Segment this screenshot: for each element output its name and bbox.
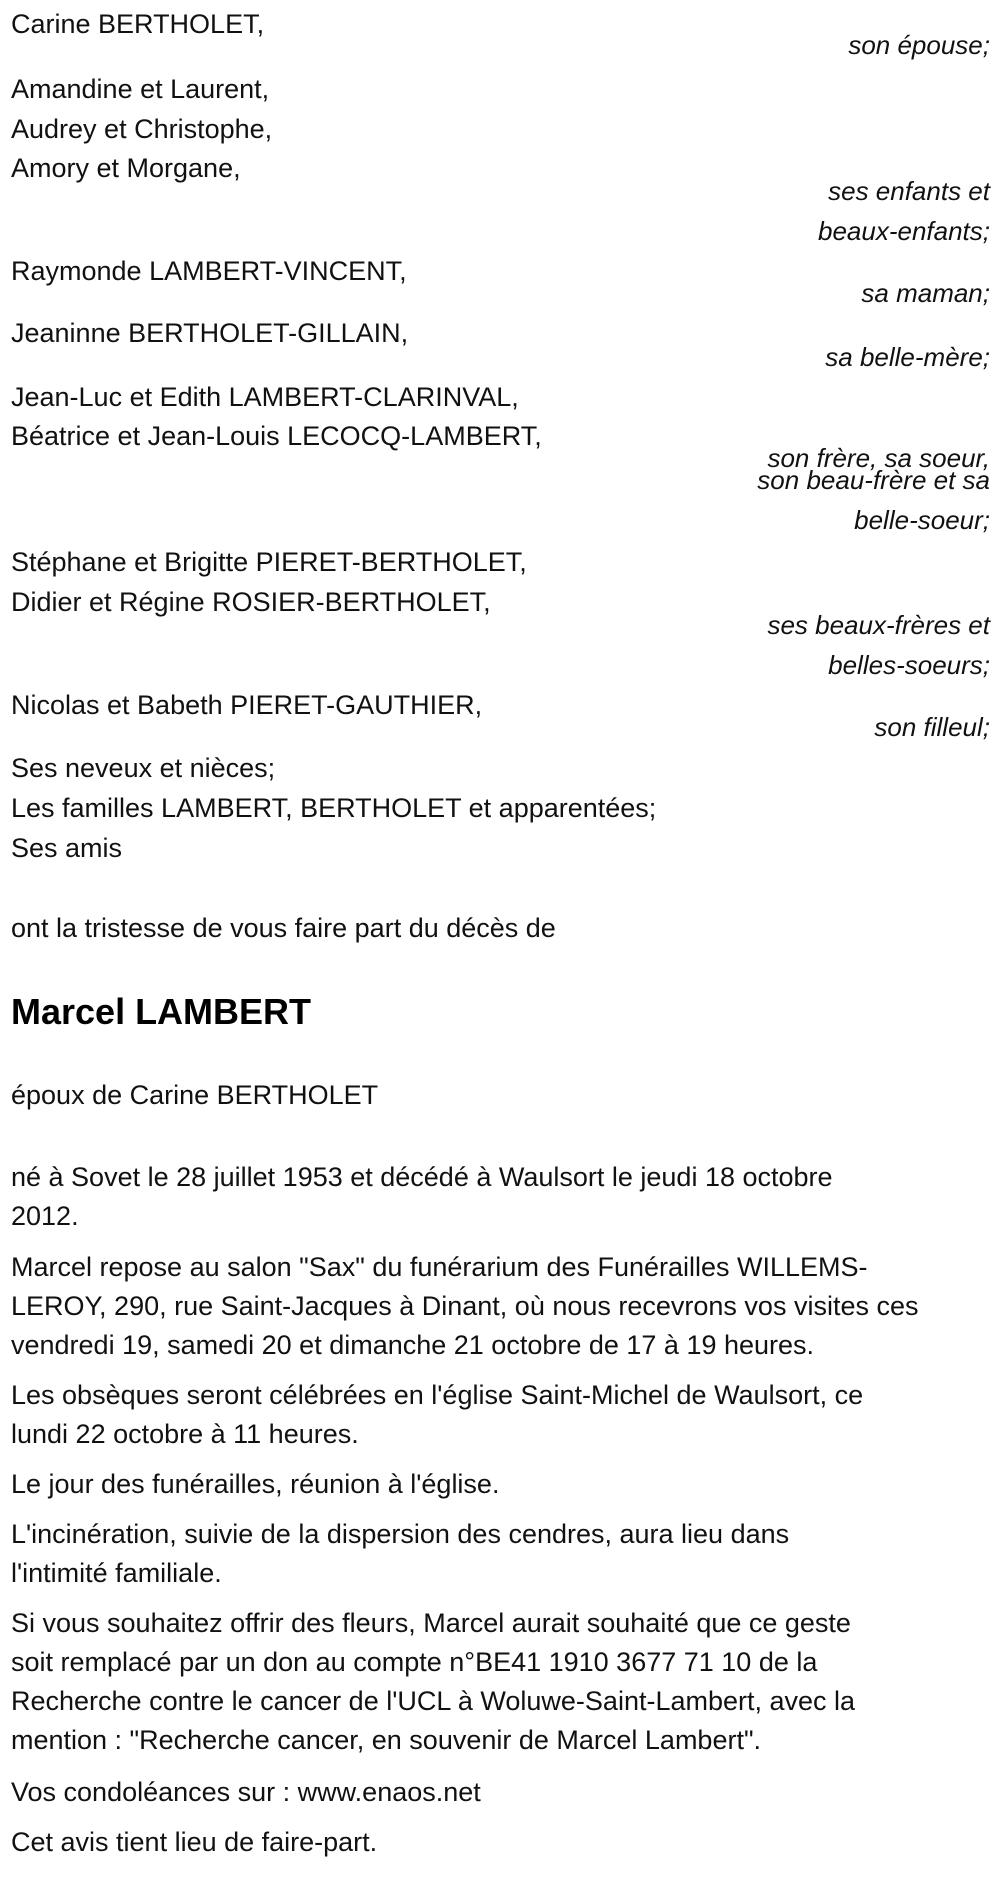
paragraph-line: LEROY, 290, rue Saint-Jacques à Dinant, où nous recevrons vos visites ces bbox=[11, 1291, 919, 1321]
family-other-line: Ses neveux et nièces; bbox=[11, 753, 276, 783]
family-relation: son frère, sa soeur, bbox=[767, 443, 990, 473]
family-name: Raymonde LAMBERT-VINCENT, bbox=[11, 256, 407, 286]
paragraph-line: Cet avis tient lieu de faire-part. bbox=[11, 1827, 378, 1857]
family-name: Didier et Régine ROSIER-BERTHOLET, bbox=[11, 587, 491, 617]
family-name: Carine BERTHOLET, bbox=[11, 9, 265, 39]
paragraph-line: Recherche contre le cancer de l'UCL à Woluwe-Saint-Lambert, avec la bbox=[11, 1686, 856, 1716]
family-name: Amandine et Laurent, bbox=[11, 74, 270, 104]
family-relation: sa belle-mère; bbox=[825, 342, 990, 372]
family-name: Nicolas et Babeth PIERET-GAUTHIER, bbox=[11, 690, 483, 720]
family-other-line: Les familles LAMBERT, BERTHOLET et apparentées; bbox=[11, 793, 657, 823]
family-name: Jean-Luc et Edith LAMBERT-CLARINVAL, bbox=[11, 382, 519, 412]
family-relation: son filleul; bbox=[874, 712, 990, 742]
deceased-name: Marcel LAMBERT bbox=[11, 991, 312, 1032]
family-relation: son épouse; bbox=[848, 30, 990, 60]
family-name: Audrey et Christophe, bbox=[11, 114, 273, 144]
family-name: Stéphane et Brigitte PIERET-BERTHOLET, bbox=[11, 547, 527, 577]
announcement-text: ont la tristesse de vous faire part du décès de bbox=[11, 913, 556, 943]
paragraph-line: Si vous souhaitez offrir des fleurs, Marcel aurait souhaité que ce geste bbox=[11, 1608, 851, 1638]
paragraph-line: l'intimité familiale. bbox=[11, 1558, 222, 1588]
family-relation: beaux-enfants; bbox=[817, 216, 990, 246]
paragraph-line: vendredi 19, samedi 20 et dimanche 21 octobre de 17 à 19 heures. bbox=[11, 1330, 815, 1360]
paragraph-line: mention : "Recherche cancer, en souvenir de Marcel Lambert". bbox=[11, 1725, 762, 1755]
family-relation: ses enfants et bbox=[828, 176, 990, 206]
paragraph-line: Les obsèques seront célébrées en l'église Saint-Michel de Waulsort, ce bbox=[11, 1380, 864, 1410]
paragraph-line: 2012. bbox=[11, 1201, 79, 1231]
family-name: Jeaninne BERTHOLET-GILLAIN, bbox=[11, 318, 409, 348]
family-name: Béatrice et Jean-Louis LECOCQ-LAMBERT, bbox=[11, 421, 542, 451]
family-relation: sa maman; bbox=[861, 278, 990, 308]
paragraph-line: lundi 22 octobre à 11 heures. bbox=[11, 1419, 359, 1449]
family-relation: ses beaux-frères et bbox=[767, 610, 990, 640]
family-relation: belle-soeur; bbox=[854, 505, 990, 535]
paragraph-line: né à Sovet le 28 juillet 1953 et décédé à Waulsort le jeudi 18 octobre bbox=[11, 1162, 833, 1192]
paragraph-line: Marcel repose au salon "Sax" du funérarium des Funérailles WILLEMS- bbox=[11, 1252, 868, 1282]
paragraph-line: L'incinération, suivie de la dispersion des cendres, aura lieu dans bbox=[11, 1519, 790, 1549]
family-name: Amory et Morgane, bbox=[11, 153, 241, 183]
paragraph-line: Le jour des funérailles, réunion à l'église. bbox=[11, 1469, 500, 1499]
family-relation: son beau-frère et sa bbox=[757, 465, 990, 495]
family-other-line: Ses amis bbox=[11, 833, 123, 863]
paragraph-line: Vos condoléances sur : www.enaos.net bbox=[11, 1777, 481, 1807]
paragraph-line: soit remplacé par un don au compte n°BE41 1910 3677 71 10 de la bbox=[11, 1647, 818, 1677]
spouse-line: époux de Carine BERTHOLET bbox=[11, 1080, 379, 1110]
family-relation: belles-soeurs; bbox=[828, 650, 990, 680]
